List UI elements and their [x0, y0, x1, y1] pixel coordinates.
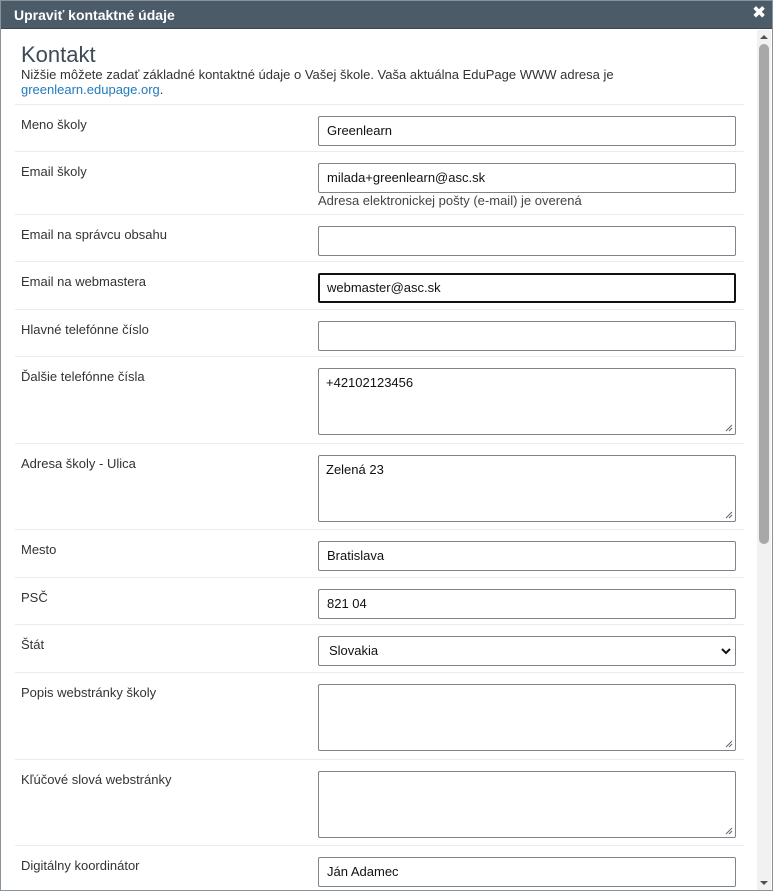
scrollbar-thumb[interactable]	[759, 44, 769, 544]
close-icon[interactable]: ✖	[752, 3, 767, 22]
resize-grip-icon[interactable]	[725, 827, 733, 835]
edupage-address-link[interactable]: greenlearn.edupage.org	[21, 82, 160, 97]
zip-label: PSČ	[21, 590, 48, 605]
section-intro	[21, 67, 741, 97]
section-heading: Kontakt	[21, 42, 96, 67]
form-row-content-admin-email	[15, 214, 744, 261]
digital-coordinator-label: Digitálny koordinátor	[21, 858, 140, 873]
other-phones-textarea[interactable]	[318, 368, 736, 435]
form-row-webmaster-email	[15, 261, 744, 309]
other-phones-value: +42102123456	[326, 375, 414, 390]
school-name-label: Meno školy	[21, 117, 87, 132]
form-row-street	[15, 443, 744, 529]
site-keywords-textarea[interactable]	[318, 771, 736, 838]
scroll-down-arrow-icon[interactable]	[759, 878, 769, 888]
form-row-site-description	[15, 672, 744, 759]
form-row-digital-coordinator	[15, 845, 744, 890]
city-label: Mesto	[21, 542, 57, 557]
main-phone-label: Hlavné telefónne číslo	[21, 322, 149, 337]
site-keywords-label: Kľúčové slová webstránky	[21, 772, 172, 787]
resize-grip-icon[interactable]	[725, 740, 733, 748]
intro-text: Nižšie môžete zadať základné kontaktné údaje o Vašej škole. Vaša aktuálna EduPage WWW adresa je	[21, 67, 614, 82]
resize-grip-icon[interactable]	[725, 511, 733, 519]
webmaster-email-input[interactable]: webmaster@asc.sk	[318, 273, 736, 303]
form-row-city	[15, 529, 744, 577]
site-description-label: Popis webstránky školy	[21, 685, 157, 700]
digital-coordinator-input[interactable]: Ján Adamec	[318, 857, 736, 887]
form-row-site-keywords	[15, 759, 744, 845]
intro-end: .	[159, 82, 164, 97]
other-phones-label: Ďalšie telefónne čísla	[21, 369, 145, 384]
dialog-content	[2, 30, 757, 890]
zip-input[interactable]: 821 04	[318, 589, 736, 619]
school-email-input[interactable]: milada+greenlearn@asc.sk	[318, 163, 736, 193]
vertical-scrollbar[interactable]	[757, 30, 771, 890]
street-value: Zelená 23	[326, 462, 384, 477]
main-phone-input[interactable]	[318, 321, 736, 351]
city-input[interactable]: Bratislava	[318, 541, 736, 571]
country-label: Štát	[21, 637, 45, 652]
country-select[interactable]	[318, 636, 736, 666]
scroll-up-arrow-icon[interactable]	[759, 32, 769, 42]
dialog-titlebar	[1, 1, 772, 29]
country-selected-value: Slovakia	[329, 643, 379, 658]
webmaster-email-label: Email na webmastera	[21, 274, 146, 289]
content-admin-email-label: Email na správcu obsahu	[21, 227, 167, 242]
resize-grip-icon[interactable]	[725, 424, 733, 432]
form-row-main-phone	[15, 309, 744, 356]
street-label: Adresa školy - Ulica	[21, 456, 136, 471]
form-row-zip	[15, 577, 744, 624]
school-email-label: Email školy	[21, 164, 87, 179]
form-row-school-email	[15, 151, 744, 214]
form-row-country	[15, 624, 744, 672]
content-admin-email-input[interactable]	[318, 226, 736, 256]
email-verified-note: Adresa elektronickej pošty (e-mail) je overená	[318, 193, 582, 208]
form-row-other-phones	[15, 356, 744, 443]
form-row-school-name	[15, 104, 744, 151]
chevron-down-icon	[720, 645, 732, 657]
school-name-input[interactable]: Greenlearn	[318, 116, 736, 146]
dialog-title: Upraviť kontaktné údaje	[14, 7, 175, 23]
street-textarea[interactable]	[318, 455, 736, 522]
site-description-textarea[interactable]	[318, 684, 736, 751]
